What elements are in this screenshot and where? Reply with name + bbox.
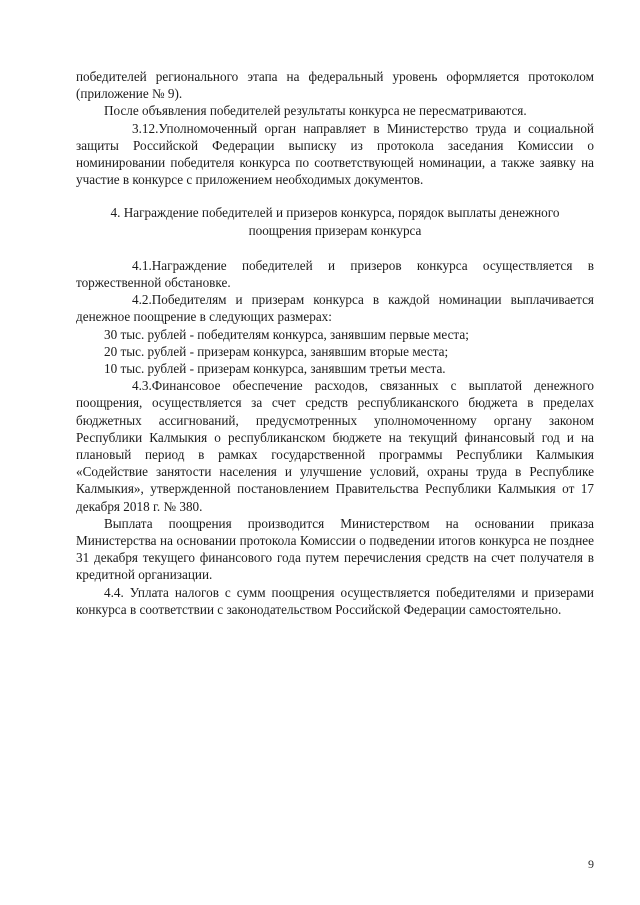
section-title-line: 4. Награждение победителей и призеров конкурса, порядок выплаты денежного bbox=[110, 205, 560, 221]
award-first: 30 тыс. рублей - победителям конкурса, занявшим первые места; bbox=[104, 326, 469, 342]
section-title-line: поощрения призерам конкурса bbox=[248, 222, 422, 238]
section-4-title bbox=[76, 204, 594, 238]
paragraph-intro: победителей регионального этапа на федеральный уровень оформляется протоколом (приложение № 9). bbox=[76, 69, 594, 102]
clause-text: Победителям и призерам конкурса в каждой номинации выплачивается денежное поощрение в следующих размерах: bbox=[76, 292, 594, 325]
clause-number: 4.2. bbox=[132, 292, 152, 308]
paragraph-payment: Выплата поощрения производится Министерством на основании приказа Министерства на основании протокола Комиссии о подведении итогов конкурса не позднее 31 декабря текущего финансового года путем перечисления средств на счет получателя в кредитной организации. bbox=[76, 515, 594, 583]
paragraph-4-1 bbox=[76, 257, 594, 291]
paragraph-4-2 bbox=[76, 291, 594, 325]
clause-text: Финансовое обеспечение расходов, связанных с выплатой денежного поощрения, осуществляется за счет средств республиканского бюджета в пределах бюджетных ассигнований, предусмотренных уполномоченному органу законом Республики Калмыкия о республиканском бюджете на текущий финансовый год и на плановый период в рамках государственной программы Республики Калмыкия «Содействие занятости населения и улучшение условий, охраны труда в Республике Калмыкия», утвержденной постановлением Правительства Республики Калмыкия от 17 декабря 2018 г. № 380. bbox=[76, 378, 594, 514]
page-number: 9 bbox=[588, 857, 594, 871]
clause-number: 4.3. bbox=[132, 378, 152, 394]
document-page bbox=[76, 68, 594, 618]
clause-text: Награждение победителей и призеров конкурса осуществляется в торжественной обстановке. bbox=[76, 257, 594, 291]
clause-number: 4.1. bbox=[132, 257, 152, 273]
award-second: 20 тыс. рублей - призерам конкурса, занявшим вторые места; bbox=[104, 343, 449, 359]
clause-text: Уполномоченный орган направляет в Министерство труда и социальной защиты Российской Федерации выписку из протокола заседания Комиссии о номинировании победителя конкурса по соответствующей номинации, а также заявку на участие в конкурсе с приложением необходимых документов. bbox=[76, 120, 594, 188]
paragraph-4-4: 4.4. Уплата налогов с сумм поощрения осуществляется победителями и призерами конкурса в соответствии с законодательством Российской Федерации самостоятельно. bbox=[76, 584, 594, 617]
clause-number: 3.12. bbox=[132, 120, 159, 136]
award-third: 10 тыс. рублей - призерам конкурса, занявшим третьи места. bbox=[104, 361, 446, 377]
paragraph-4-3 bbox=[76, 377, 594, 515]
paragraph-3-12 bbox=[76, 120, 594, 189]
paragraph-no-review: После объявления победителей результаты конкурса не пересматриваются. bbox=[104, 103, 527, 119]
